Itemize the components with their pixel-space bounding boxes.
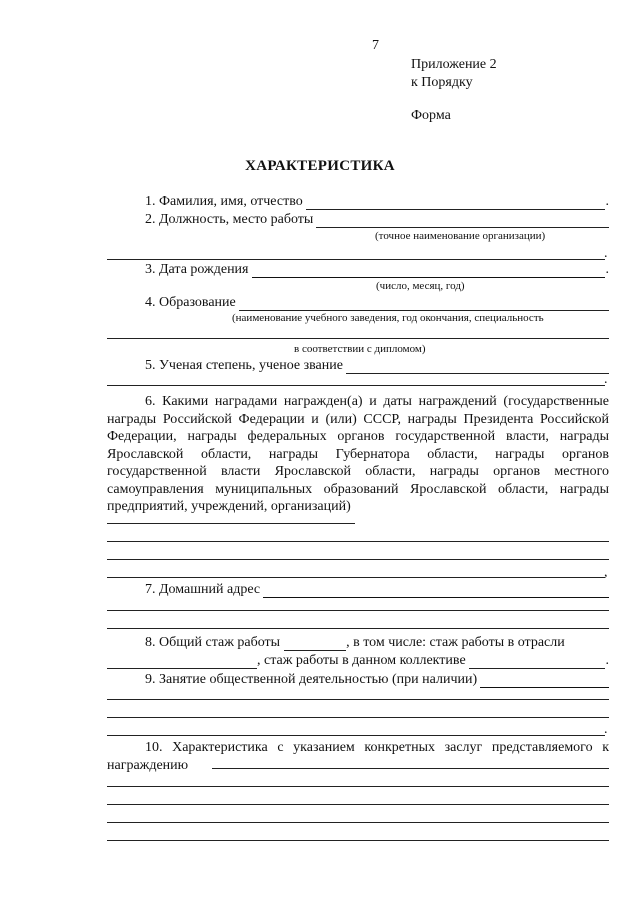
hint-date: (число, месяц, год): [376, 280, 465, 292]
education-input-line-2[interactable]: [107, 338, 609, 339]
field-label: 3. Дата рождения: [145, 262, 249, 277]
characteristic-input-line-5[interactable]: [107, 840, 609, 841]
degree-input-line-2[interactable]: [107, 385, 605, 386]
awards-input-line-1[interactable]: [107, 523, 355, 524]
education-input-line[interactable]: [239, 297, 609, 311]
punct-comma: ,: [604, 565, 608, 580]
hint-diploma: в соответствии с дипломом): [294, 343, 426, 355]
field-work-experience-cont: [107, 651, 609, 669]
hint-organization: (точное наименование организации): [375, 230, 546, 242]
hint-education: (наименование учебного заведения, год окончания, специальность: [232, 312, 544, 324]
field-home-address: [145, 580, 609, 598]
field-work-experience: [145, 633, 609, 651]
position-input-line[interactable]: [316, 214, 609, 228]
public-activity-input-line-2[interactable]: [107, 699, 609, 700]
field-academic-degree: [145, 356, 609, 374]
field-position-workplace: [145, 210, 609, 228]
punct-dot: .: [605, 653, 609, 668]
field-label: 7. Домашний адрес: [145, 582, 261, 597]
field-full-name: [145, 192, 609, 210]
characteristic-input-line-2[interactable]: [107, 786, 609, 787]
characteristic-input-line-3[interactable]: [107, 804, 609, 805]
field-label: 2. Должность, место работы: [145, 212, 314, 227]
field-awards: [107, 393, 609, 516]
characteristic-input-line-1[interactable]: [212, 768, 609, 769]
punct-dot: .: [604, 372, 608, 387]
form-label: Форма: [411, 108, 451, 123]
field-label: 9. Занятие общественной деятельностью (при наличии): [145, 672, 478, 687]
characteristic-text: 10. Характеристика с указанием конкретных заслуг представляемого к награждению: [107, 740, 609, 773]
field-birth-date: [145, 260, 609, 278]
full-name-input-line[interactable]: [306, 196, 605, 210]
awards-input-line-3[interactable]: [107, 559, 609, 560]
page-number: 7: [372, 38, 379, 53]
degree-input-line[interactable]: [346, 360, 609, 374]
field-label: 5. Ученая степень, ученое звание: [145, 358, 343, 373]
field-label-industry: , в том числе: стаж работы в отрасли: [346, 635, 565, 650]
page-title: ХАРАКТЕРИСТИКА: [245, 158, 395, 174]
appendix-line-2: к Порядку: [411, 75, 473, 90]
public-activity-input-line-4[interactable]: [107, 735, 605, 736]
awards-text: 6. Какими наградами награжден(а) и даты награждений (государственные награды Российской Федерации и (или) СССР, награды Президента Российской Федерации, награды федеральных органов государственной власти, награды Ярославской области, награды Губернатора области, награды органов государственной власти Ярославской области, награды органов местного самоуправления муниципальных образований Ярославской области, награды предприятий, учреждений, организаций): [107, 394, 609, 514]
punct-dot: .: [604, 722, 608, 737]
address-input-line[interactable]: [263, 584, 609, 598]
field-label: 1. Фамилия, имя, отчество: [145, 194, 303, 209]
appendix-note: [411, 56, 497, 92]
punct-dot: .: [605, 194, 609, 209]
public-activity-input-line-3[interactable]: [107, 717, 609, 718]
field-label: 4. Образование: [145, 295, 236, 310]
field-label: 8. Общий стаж работы: [145, 635, 281, 650]
awards-input-line-2[interactable]: [107, 541, 609, 542]
collective-experience-input[interactable]: [469, 655, 605, 669]
appendix-line-1: Приложение 2: [411, 57, 497, 72]
characteristic-input-line-4[interactable]: [107, 822, 609, 823]
field-education: [145, 293, 609, 311]
industry-experience-input[interactable]: [107, 656, 257, 669]
birth-date-input-line[interactable]: [252, 264, 605, 278]
public-activity-input-line[interactable]: [480, 674, 609, 688]
field-public-activity: [145, 670, 609, 688]
address-input-line-3[interactable]: [107, 628, 609, 629]
address-input-line-2[interactable]: [107, 610, 609, 611]
field-label-collective: , стаж работы в данном коллективе: [257, 653, 466, 668]
punct-dot: .: [604, 246, 608, 261]
awards-input-line-4[interactable]: [107, 577, 605, 578]
punct-dot: .: [605, 262, 609, 277]
total-experience-input[interactable]: [284, 638, 346, 651]
